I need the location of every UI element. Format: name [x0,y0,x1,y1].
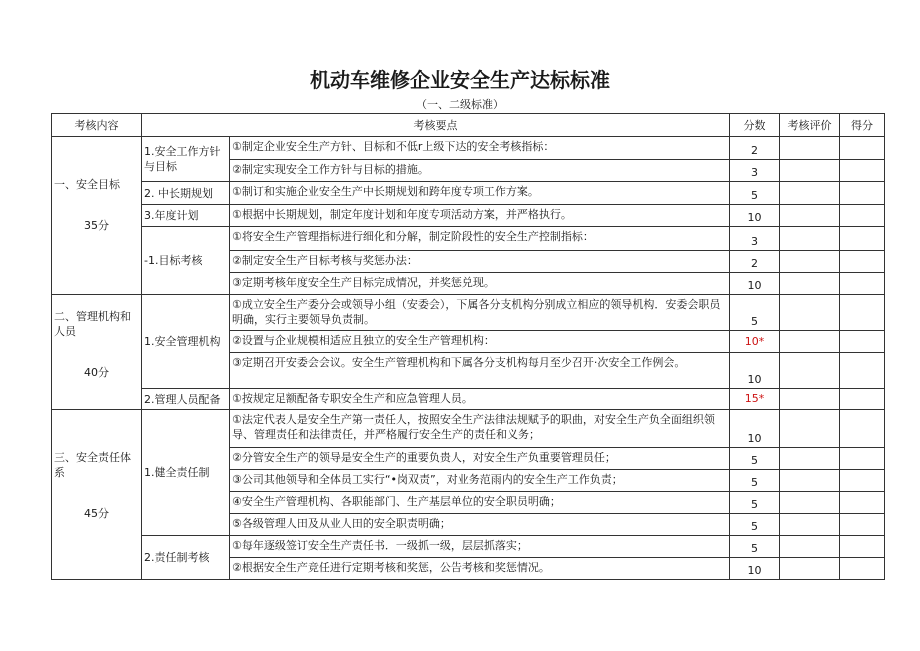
header-content: 考核内容 [52,114,142,137]
point-text: ①成立安全生产委分会或领导小组（安委会），下属各分支机构分别成立相应的领导机构．安委会职员明确，实行主要领导负责制。 [230,295,730,331]
table-row [52,536,885,558]
subitem-cell: 1.安全管理机构 [142,295,230,389]
point-text: ⑤各级管理人田及从业人田的安全职责明确； [230,514,730,536]
got-cell [840,331,885,353]
point-text: ①法定代表人是安全生产第一责任人，按照安全生产法律法规赋予的职曲，对安全生产负全面组织领导、管理责任和法律责任，并严格履行安全生产的责任和义务； [230,410,730,448]
category-name: 一、安全目标 [54,178,120,191]
got-cell [840,410,885,448]
table-row [52,137,885,160]
eval-cell [780,205,840,227]
category-name: 二、管理机构和人员 [54,310,131,338]
got-cell [840,295,885,331]
eval-cell [780,251,840,273]
eval-cell [780,536,840,558]
got-cell [840,227,885,251]
table-row [52,182,885,205]
eval-cell [780,160,840,182]
header-row [52,114,885,137]
point-text: ②制定实现安全工作方针与目标的措施。 [230,160,730,182]
got-cell [840,492,885,514]
point-score: 5 [730,295,780,331]
point-score: 10 [730,273,780,295]
eval-cell [780,227,840,251]
eval-cell [780,514,840,536]
point-score: 5 [730,470,780,492]
point-score: 3 [730,160,780,182]
eval-cell [780,331,840,353]
point-score: 10 [730,353,780,389]
got-cell [840,353,885,389]
category-cell [52,410,142,580]
subitem-cell: 2.管理人员配备 [142,389,230,410]
point-text: ①制定企业安全生产方针、目标和不低r上级下达的安全考核指标： [230,137,730,160]
table-row [52,205,885,227]
point-text: ①根据中长期规划，制定年度计划和年度专项活动方案，并严格执行。 [230,205,730,227]
subitem-cell: 1.安全工作方针与目标 [142,137,230,182]
got-cell [840,137,885,160]
point-text: ①每年逐级签订安全生产责任书．一级抓一级，层层抓落实； [230,536,730,558]
header-got: 得分 [840,114,885,137]
header-points: 考核要点 [142,114,730,137]
got-cell [840,448,885,470]
point-score: 10 [730,205,780,227]
eval-cell [780,295,840,331]
header-eval: 考核评价 [780,114,840,137]
got-cell [840,251,885,273]
table-row [52,227,885,251]
point-score: 5 [730,536,780,558]
eval-cell [780,182,840,205]
got-cell [840,273,885,295]
point-score: 5 [730,492,780,514]
got-cell [840,389,885,410]
point-text: ④安全生产管理机构、各职能部门、生产基层单位的安全职员明确； [230,492,730,514]
category-cell [52,137,142,295]
standards-table [51,113,885,580]
point-text: ①制订和实施企业安全生产中长期规划和跨年度专项工作方案。 [230,182,730,205]
point-text: ①将安全生产管理指标进行细化和分解，制定阶段性的安全生产控制指标： [230,227,730,251]
document-title: 机动车维修企业安全生产达标标准 [310,68,610,92]
eval-cell [780,492,840,514]
point-score: 10 [730,410,780,448]
category-score: 45分 [84,507,109,520]
category-score: 40分 [84,366,109,379]
point-score: 15* [730,389,780,410]
got-cell [840,514,885,536]
eval-cell [780,273,840,295]
point-text: ②分管安全生产的领导是安全生产的重要负贵人，对安全生产负重要管理员任； [230,448,730,470]
point-score: 5 [730,448,780,470]
table-row [52,295,885,331]
eval-cell [780,353,840,389]
point-score: 10* [730,331,780,353]
point-score: 5 [730,514,780,536]
point-text: ③公司其他领导和全体员工实行“•岗双责”，对业务范雨内的安全生产工作负责； [230,470,730,492]
table-row [52,410,885,448]
point-text: ②根据安全生产竞任进行定期考核和奖惩，公告考核和奖惩情况。 [230,558,730,580]
point-score: 2 [730,251,780,273]
point-score: 2 [730,137,780,160]
point-text: ②设置与企业规模相适应且独立的安全生产管理机构： [230,331,730,353]
eval-cell [780,470,840,492]
subitem-cell: 3.年度计划 [142,205,230,227]
table-row [52,389,885,410]
category-cell [52,295,142,410]
got-cell [840,160,885,182]
eval-cell [780,137,840,160]
eval-cell [780,410,840,448]
point-score: 10 [730,558,780,580]
got-cell [840,205,885,227]
header-score: 分数 [730,114,780,137]
point-text: ②制定安全生产目标考核与奖惩办法： [230,251,730,273]
got-cell [840,182,885,205]
eval-cell [780,558,840,580]
eval-cell [780,448,840,470]
point-text: ③定期考核年度安全生产目标完成情况，并奖惩兑现。 [230,273,730,295]
subitem-cell: 2.责任制考核 [142,536,230,580]
subitem-cell: 2. 中长期规划 [142,182,230,205]
category-score: 35分 [84,219,109,232]
got-cell [840,470,885,492]
document-subtitle: （一、二级标准） [416,98,504,111]
subitem-cell: 1.健全责任制 [142,410,230,536]
subitem-cell: -1.目标考核 [142,227,230,295]
got-cell [840,536,885,558]
category-name: 三、安全责任体系 [54,451,131,479]
eval-cell [780,389,840,410]
point-score: 5 [730,182,780,205]
point-text: ③定期召开安委会会议。安全生产管理机构和下属各分支机构每月至少召开·次安全工作例会。 [230,353,730,389]
got-cell [840,558,885,580]
point-text: ①按规定足额配备专职安全生产和应急管理人员。 [230,389,730,410]
point-score: 3 [730,227,780,251]
